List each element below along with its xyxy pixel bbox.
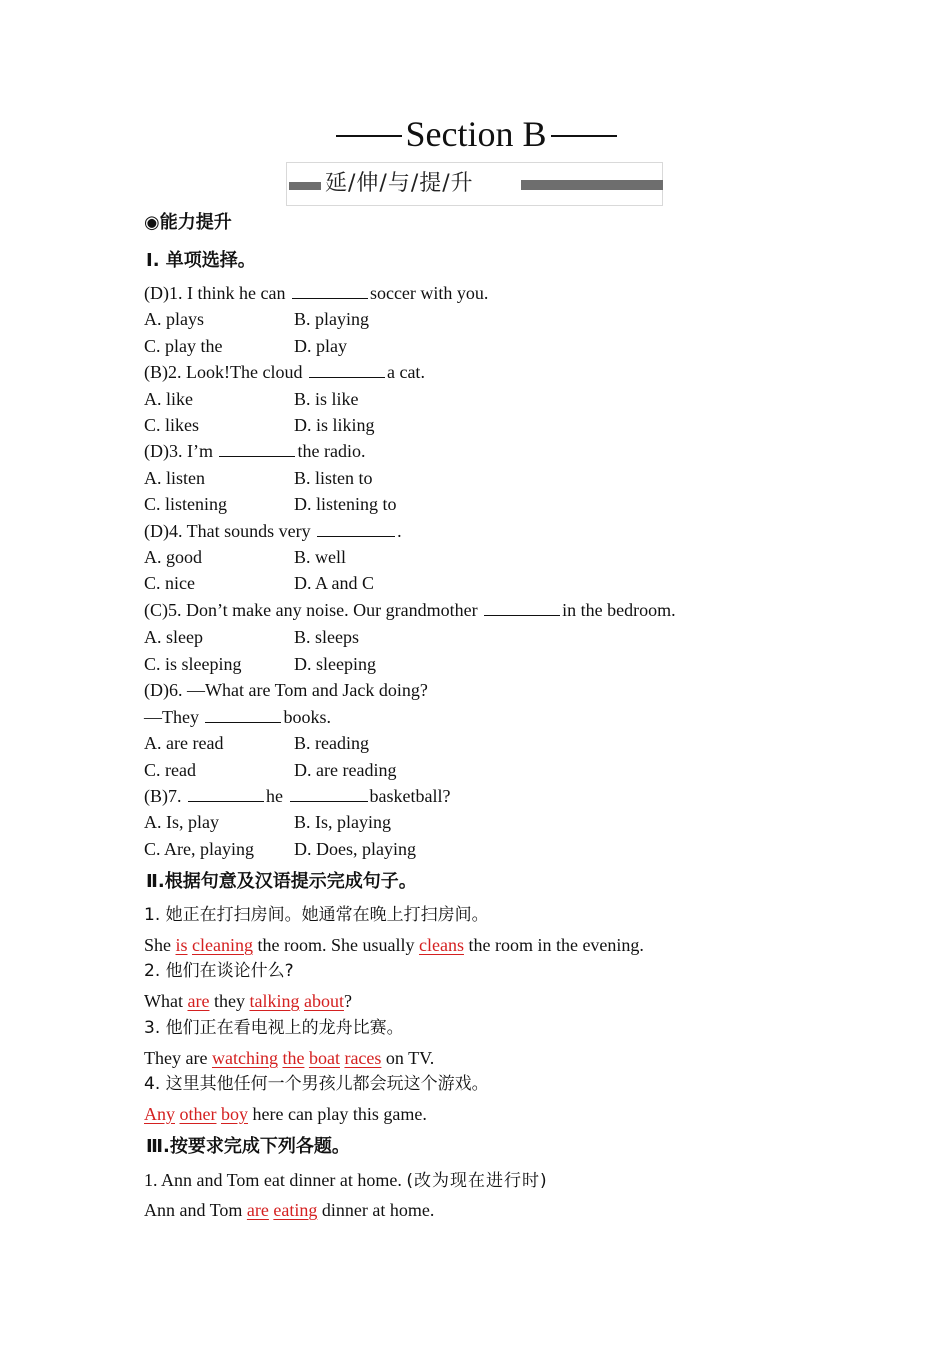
question-5 [144,599,676,621]
answer-word: is [175,935,188,955]
answer-word: other [179,1104,217,1124]
option-b: B. well [294,547,346,567]
answer-blank [317,520,395,537]
question-text: in the bedroom. [562,600,676,620]
banner-text: 延/伸/与/提/升 [325,171,474,196]
answer-word: about [303,991,344,1011]
option-c: C. likes [144,415,200,435]
option-a: A. good [144,547,202,567]
options-row [144,388,359,410]
question-2 [144,361,425,383]
answer-word: are [246,1200,269,1220]
options-row [144,414,375,436]
options-row [144,467,373,489]
answer-blank [484,599,560,616]
question-text: (B)2. Look!The cloud [144,362,303,382]
answer-blank [292,282,368,299]
part2-prompt-2: 2. 他们在谈论什么? [144,961,294,981]
option-c: C. nice [144,573,195,593]
sentence-text: on TV. [385,1048,435,1068]
option-d: D. sleeping [294,654,376,674]
part2-prompt-1: 1. 她正在打扫房间。她通常在晚上打扫房间。 [144,905,489,925]
sentence-text: here can play this game. [252,1104,427,1124]
section-title-text: Section B [405,114,547,154]
sentence-text: Ann and Tom [144,1200,243,1220]
part2-answer-2 [144,990,352,1012]
option-a: A. like [144,389,193,409]
option-b: B. reading [294,733,369,753]
options-row [144,838,416,860]
options-row [144,653,376,675]
answer-word: Any [144,1104,175,1124]
option-a: A. plays [144,309,204,329]
sentence-text: What [144,991,183,1011]
answer-word: talking [249,991,300,1011]
part2-answer-3 [144,1047,434,1069]
options-row [144,335,347,357]
banner-bar-left [289,182,321,190]
question-text: he [266,786,283,806]
sentence-text: the room in the evening. [468,935,644,955]
options-row [144,493,397,515]
ability-heading: ◉能力提升 [144,212,232,233]
question-text: the radio. [297,441,366,461]
sentence-text: They are [144,1048,208,1068]
option-d: D. Does, playing [294,839,416,859]
sentence-text: ? [343,991,352,1011]
part2-prompt-4: 4. 这里其他任何一个男孩儿都会玩这个游戏。 [144,1074,489,1094]
question-text: books. [283,707,331,727]
banner-bar-right [521,180,663,190]
question-text: —They [144,707,199,727]
answer-word: races [344,1048,382,1068]
sentence-text: She [144,935,171,955]
question-text: (D)6. —What are Tom and Jack doing? [144,680,428,700]
option-c: C. listening [144,494,228,514]
answer-word: boy [220,1104,248,1124]
answer-word: boat [308,1048,340,1068]
question-text: (D)1. I think he can [144,283,286,303]
options-row [144,572,375,594]
question-4 [144,520,402,542]
question-1 [144,282,488,304]
question-text: a cat. [386,362,425,382]
option-d: D. listening to [294,494,397,514]
question-text: (B)7. [144,786,182,806]
answer-blank [205,706,281,723]
option-a: A. listen [144,468,205,488]
options-row [144,759,397,781]
part3-answer-1 [144,1199,434,1221]
options-row [144,546,346,568]
option-c: C. play the [144,336,223,356]
option-a: A. Is, play [144,812,219,832]
part1-heading: Ⅰ. 单项选择。 [146,250,256,271]
option-a: A. are read [144,733,224,753]
part2-answer-1 [144,934,644,956]
option-b: B. is like [294,389,359,409]
part2-heading: Ⅱ.根据句意及汉语提示完成句子。 [146,871,417,892]
title-dash-left [336,135,402,137]
options-row [144,811,391,833]
answer-word: watching [211,1048,278,1068]
option-b: B. sleeps [294,627,359,647]
option-c: C. is sleeping [144,654,242,674]
answer-word: the [282,1048,305,1068]
answer-blank [290,785,368,802]
question-text: soccer with you. [369,283,489,303]
option-b: B. Is, playing [294,812,391,832]
question-text: basketball? [369,786,451,806]
options-row [144,308,369,330]
options-row [144,732,369,754]
option-c: C. read [144,760,196,780]
part3-heading: Ⅲ.按要求完成下列各题。 [146,1136,350,1157]
question-7 [144,785,450,807]
question-6 [144,679,428,701]
answer-word: are [187,991,210,1011]
part3-prompt-1 [144,1169,548,1192]
option-d: D. play [294,336,347,356]
part2-answer-4 [144,1103,427,1125]
answer-blank [309,361,385,378]
sentence-text: the room. She usually [257,935,415,955]
option-b: B. playing [294,309,369,329]
instruction-note: (改为现在进行时) [406,1171,548,1191]
answer-blank [188,785,264,802]
section-title [0,112,952,156]
option-a: A. sleep [144,627,203,647]
title-dash-right [551,135,617,137]
question-text: (D)4. That sounds very [144,521,311,541]
answer-word: cleans [418,935,464,955]
option-b: B. listen to [294,468,373,488]
option-d: D. A and C [294,573,375,593]
answer-blank [219,440,295,457]
answer-word: eating [273,1200,318,1220]
question-text: (D)3. I’m [144,441,213,461]
option-d: D. is liking [294,415,375,435]
answer-word: cleaning [192,935,253,955]
part2-prompt-3: 3. 他们正在看电视上的龙舟比赛。 [144,1018,404,1038]
sentence-text: they [213,991,245,1011]
sentence-text: 1. Ann and Tom eat dinner at home. [144,1170,402,1190]
question-3 [144,440,365,462]
question-6-response [144,706,331,728]
options-row [144,626,359,648]
option-d: D. are reading [294,760,397,780]
option-c: C. Are, playing [144,839,254,859]
sentence-text: dinner at home. [321,1200,435,1220]
section-banner [286,162,663,206]
question-text: . [397,521,402,541]
question-text: (C)5. Don’t make any noise. Our grandmother [144,600,478,620]
